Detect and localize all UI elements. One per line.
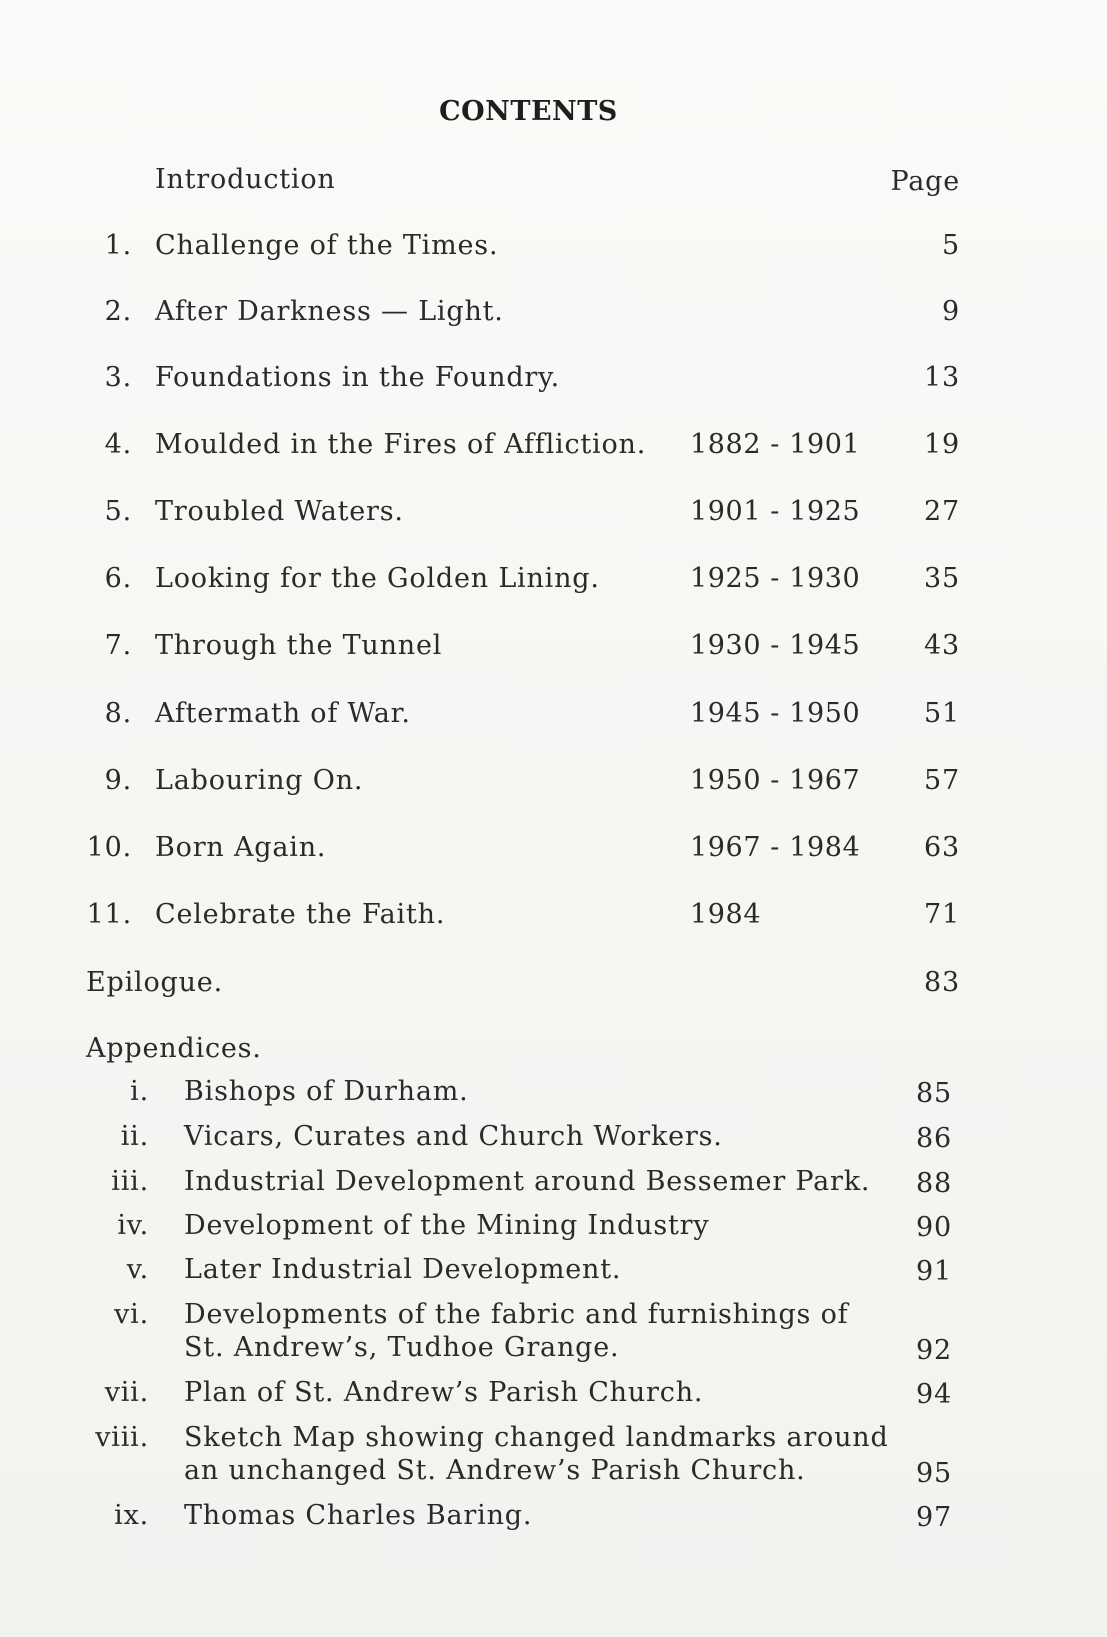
chapter-number: 8. [104, 698, 132, 729]
chapter-number: 3. [104, 362, 132, 393]
appendix-title: Plan of St. Andrew’s Parish Church. [184, 1377, 704, 1408]
chapter-row [0, 358, 1107, 398]
appendix-title: Thomas Charles Baring. [184, 1500, 533, 1531]
epilogue-page: 83 [924, 967, 960, 998]
chapter-row [0, 694, 1107, 734]
appendix-page: 91 [916, 1256, 952, 1287]
chapter-title: Labouring On. [155, 765, 364, 796]
appendix-page: 95 [916, 1458, 952, 1489]
chapter-title: Celebrate the Faith. [155, 899, 446, 930]
chapter-page: 27 [924, 496, 960, 527]
appendices-heading: Appendices. [86, 1033, 262, 1064]
chapter-years: 1901 - 1925 [690, 496, 861, 527]
chapter-page: 57 [924, 765, 960, 796]
chapter-row [0, 226, 1107, 266]
chapter-title: Aftermath of War. [155, 698, 411, 729]
appendix-title: Later Industrial Development. [184, 1254, 622, 1285]
appendix-page: 94 [916, 1379, 952, 1410]
chapter-number: 7. [104, 630, 132, 661]
appendix-number: i. [130, 1076, 149, 1107]
chapter-title: Born Again. [155, 832, 327, 863]
chapter-number: 10. [86, 832, 132, 863]
chapter-page: 63 [924, 832, 960, 863]
appendix-number: vii. [104, 1377, 149, 1408]
chapter-title: Troubled Waters. [155, 496, 404, 527]
appendix-row [0, 1253, 1107, 1286]
chapter-page: 35 [924, 563, 960, 594]
appendix-row [0, 1298, 1107, 1364]
chapter-page: 13 [924, 362, 960, 393]
appendix-page: 92 [916, 1335, 952, 1366]
appendix-row [0, 1421, 1107, 1487]
chapter-number: 1. [104, 230, 132, 261]
chapter-title: Challenge of the Times. [155, 230, 499, 261]
appendix-row [0, 1120, 1107, 1153]
chapter-years: 1967 - 1984 [690, 832, 861, 863]
chapter-years: 1882 - 1901 [690, 429, 861, 460]
chapter-row [0, 492, 1107, 532]
page-column-header: Page [890, 166, 960, 197]
chapter-title: Looking for the Golden Lining. [155, 563, 600, 594]
chapter-number: 4. [104, 429, 132, 460]
chapter-years: 1950 - 1967 [690, 765, 861, 796]
appendix-row [0, 1209, 1107, 1242]
appendix-number: ix. [114, 1500, 149, 1531]
chapter-title: Through the Tunnel [155, 630, 443, 661]
appendix-row [0, 1499, 1107, 1532]
appendix-number: iv. [117, 1210, 149, 1241]
appendix-title-continued: St. Andrew’s, Tudhoe Grange. [184, 1332, 620, 1363]
chapter-page: 71 [924, 899, 960, 930]
chapter-page: 51 [924, 698, 960, 729]
appendix-number: v. [126, 1254, 149, 1285]
appendices-heading-row [0, 1029, 1107, 1069]
chapter-number: 9. [104, 765, 132, 796]
chapter-row [0, 626, 1107, 666]
chapter-years: 1984 [690, 899, 762, 930]
introduction-row [0, 160, 1107, 200]
page-title: CONTENTS [439, 96, 618, 127]
appendix-page: 86 [916, 1123, 952, 1154]
chapter-page: 19 [924, 429, 960, 460]
appendix-title: Vicars, Curates and Church Workers. [184, 1121, 723, 1152]
chapter-years: 1945 - 1950 [690, 698, 861, 729]
appendix-page: 90 [916, 1212, 952, 1243]
chapter-years: 1925 - 1930 [690, 563, 861, 594]
chapter-title: Moulded in the Fires of Affliction. [155, 429, 647, 460]
epilogue-row [0, 963, 1107, 1003]
chapter-row [0, 828, 1107, 868]
appendix-title: Sketch Map showing changed landmarks around [184, 1422, 889, 1453]
chapter-number: 5. [104, 496, 132, 527]
chapter-row [0, 559, 1107, 599]
chapter-title: Foundations in the Foundry. [155, 362, 560, 393]
appendix-title: Bishops of Durham. [184, 1076, 469, 1107]
appendix-page: 88 [916, 1168, 952, 1199]
appendix-page: 85 [916, 1078, 952, 1109]
chapter-row [0, 292, 1107, 332]
chapter-row [0, 895, 1107, 935]
chapter-page: 5 [942, 230, 960, 261]
chapter-number: 11. [86, 899, 132, 930]
appendix-title: Developments of the fabric and furnishings of [184, 1299, 849, 1330]
chapter-page: 9 [942, 296, 960, 327]
appendix-number: ii. [120, 1121, 149, 1152]
appendix-number: iii. [111, 1166, 149, 1197]
epilogue-label: Epilogue. [86, 967, 223, 998]
appendix-page: 97 [916, 1502, 952, 1533]
appendix-title: Industrial Development around Bessemer Park. [184, 1166, 871, 1197]
appendix-row [0, 1075, 1107, 1108]
chapter-years: 1930 - 1945 [690, 630, 861, 661]
chapter-page: 43 [924, 630, 960, 661]
appendix-number: viii. [95, 1422, 149, 1453]
chapter-title: After Darkness — Light. [155, 296, 504, 327]
appendix-title-continued: an unchanged St. Andrew’s Parish Church. [184, 1455, 806, 1486]
appendix-row [0, 1165, 1107, 1198]
chapter-number: 6. [104, 563, 132, 594]
appendix-title: Development of the Mining Industry [184, 1210, 710, 1241]
chapter-number: 2. [104, 296, 132, 327]
introduction-label: Introduction [155, 164, 336, 195]
appendix-row [0, 1376, 1107, 1409]
appendix-number: vi. [114, 1299, 149, 1330]
chapter-row [0, 425, 1107, 465]
chapter-row [0, 761, 1107, 801]
